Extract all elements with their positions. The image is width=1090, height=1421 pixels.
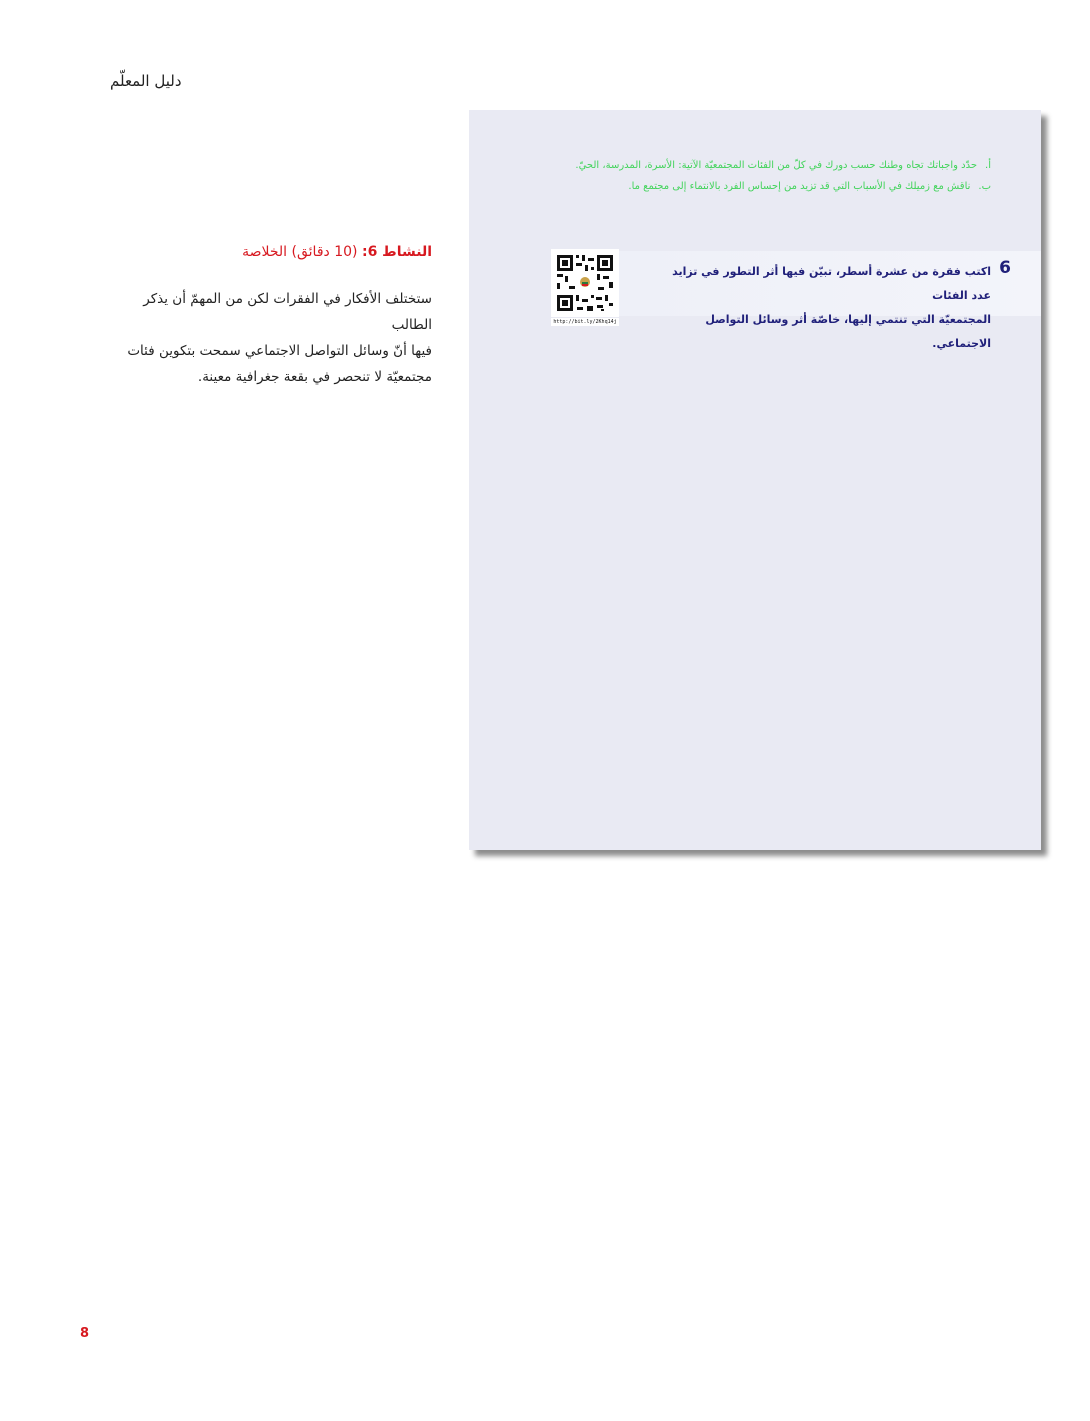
question-text (651, 260, 991, 356)
question-line: المجتمعيّة التي تنتمي إليها، خاصّة أثر وسائل التواصل الاجتماعي. (705, 313, 991, 350)
sub-item-text: حدّد واجباتك تجاه وطنك حسب دورك في كلّ من الفئات المجتمعيّة الآتية: الأسرة، المدرسة، الحيّ. (575, 160, 978, 171)
sub-items-list (511, 160, 991, 202)
activity-title-text: (10 دقائق) الخلاصة (242, 244, 362, 260)
sub-item-text: ناقش مع زميلك في الأسباب التي قد تزيد من إحساس الفرد بالانتماء إلى مجتمع ما. (628, 181, 971, 192)
sub-item-letter: أ. (985, 160, 991, 171)
question-number: 6 (999, 258, 1011, 278)
activity-body (110, 286, 432, 390)
qr-url[interactable]: http://bit.ly/2Khq14j (551, 318, 619, 326)
sub-item (511, 181, 991, 192)
page-number: 8 (80, 1326, 90, 1341)
student-book-page (469, 110, 1041, 850)
sub-item-letter: ب. (978, 181, 991, 192)
activity-heading (110, 244, 432, 260)
qr-code[interactable] (551, 249, 619, 327)
qr-code-icon (551, 249, 619, 317)
activity-section (110, 244, 432, 390)
activity-label: النشاط 6: (361, 244, 432, 260)
activity-body-line: مجتمعيّة لا تنحصر في بقعة جغرافية معينة. (197, 369, 432, 385)
activity-body-line: فيها أنّ وسائل التواصل الاجتماعي سمحت بتكوين فئات (127, 343, 432, 359)
activity-body-line: ستختلف الأفكار في الفقرات لكن من المهمّ أن يذكر الطالب (143, 291, 432, 333)
sub-item (511, 160, 991, 171)
guide-title: دليل المعلّم (110, 72, 182, 90)
question-line: اكتب فقرة من عشرة أسطر، تبيّن فيها أثر التطور في تزايد عدد الفئات (672, 265, 991, 302)
